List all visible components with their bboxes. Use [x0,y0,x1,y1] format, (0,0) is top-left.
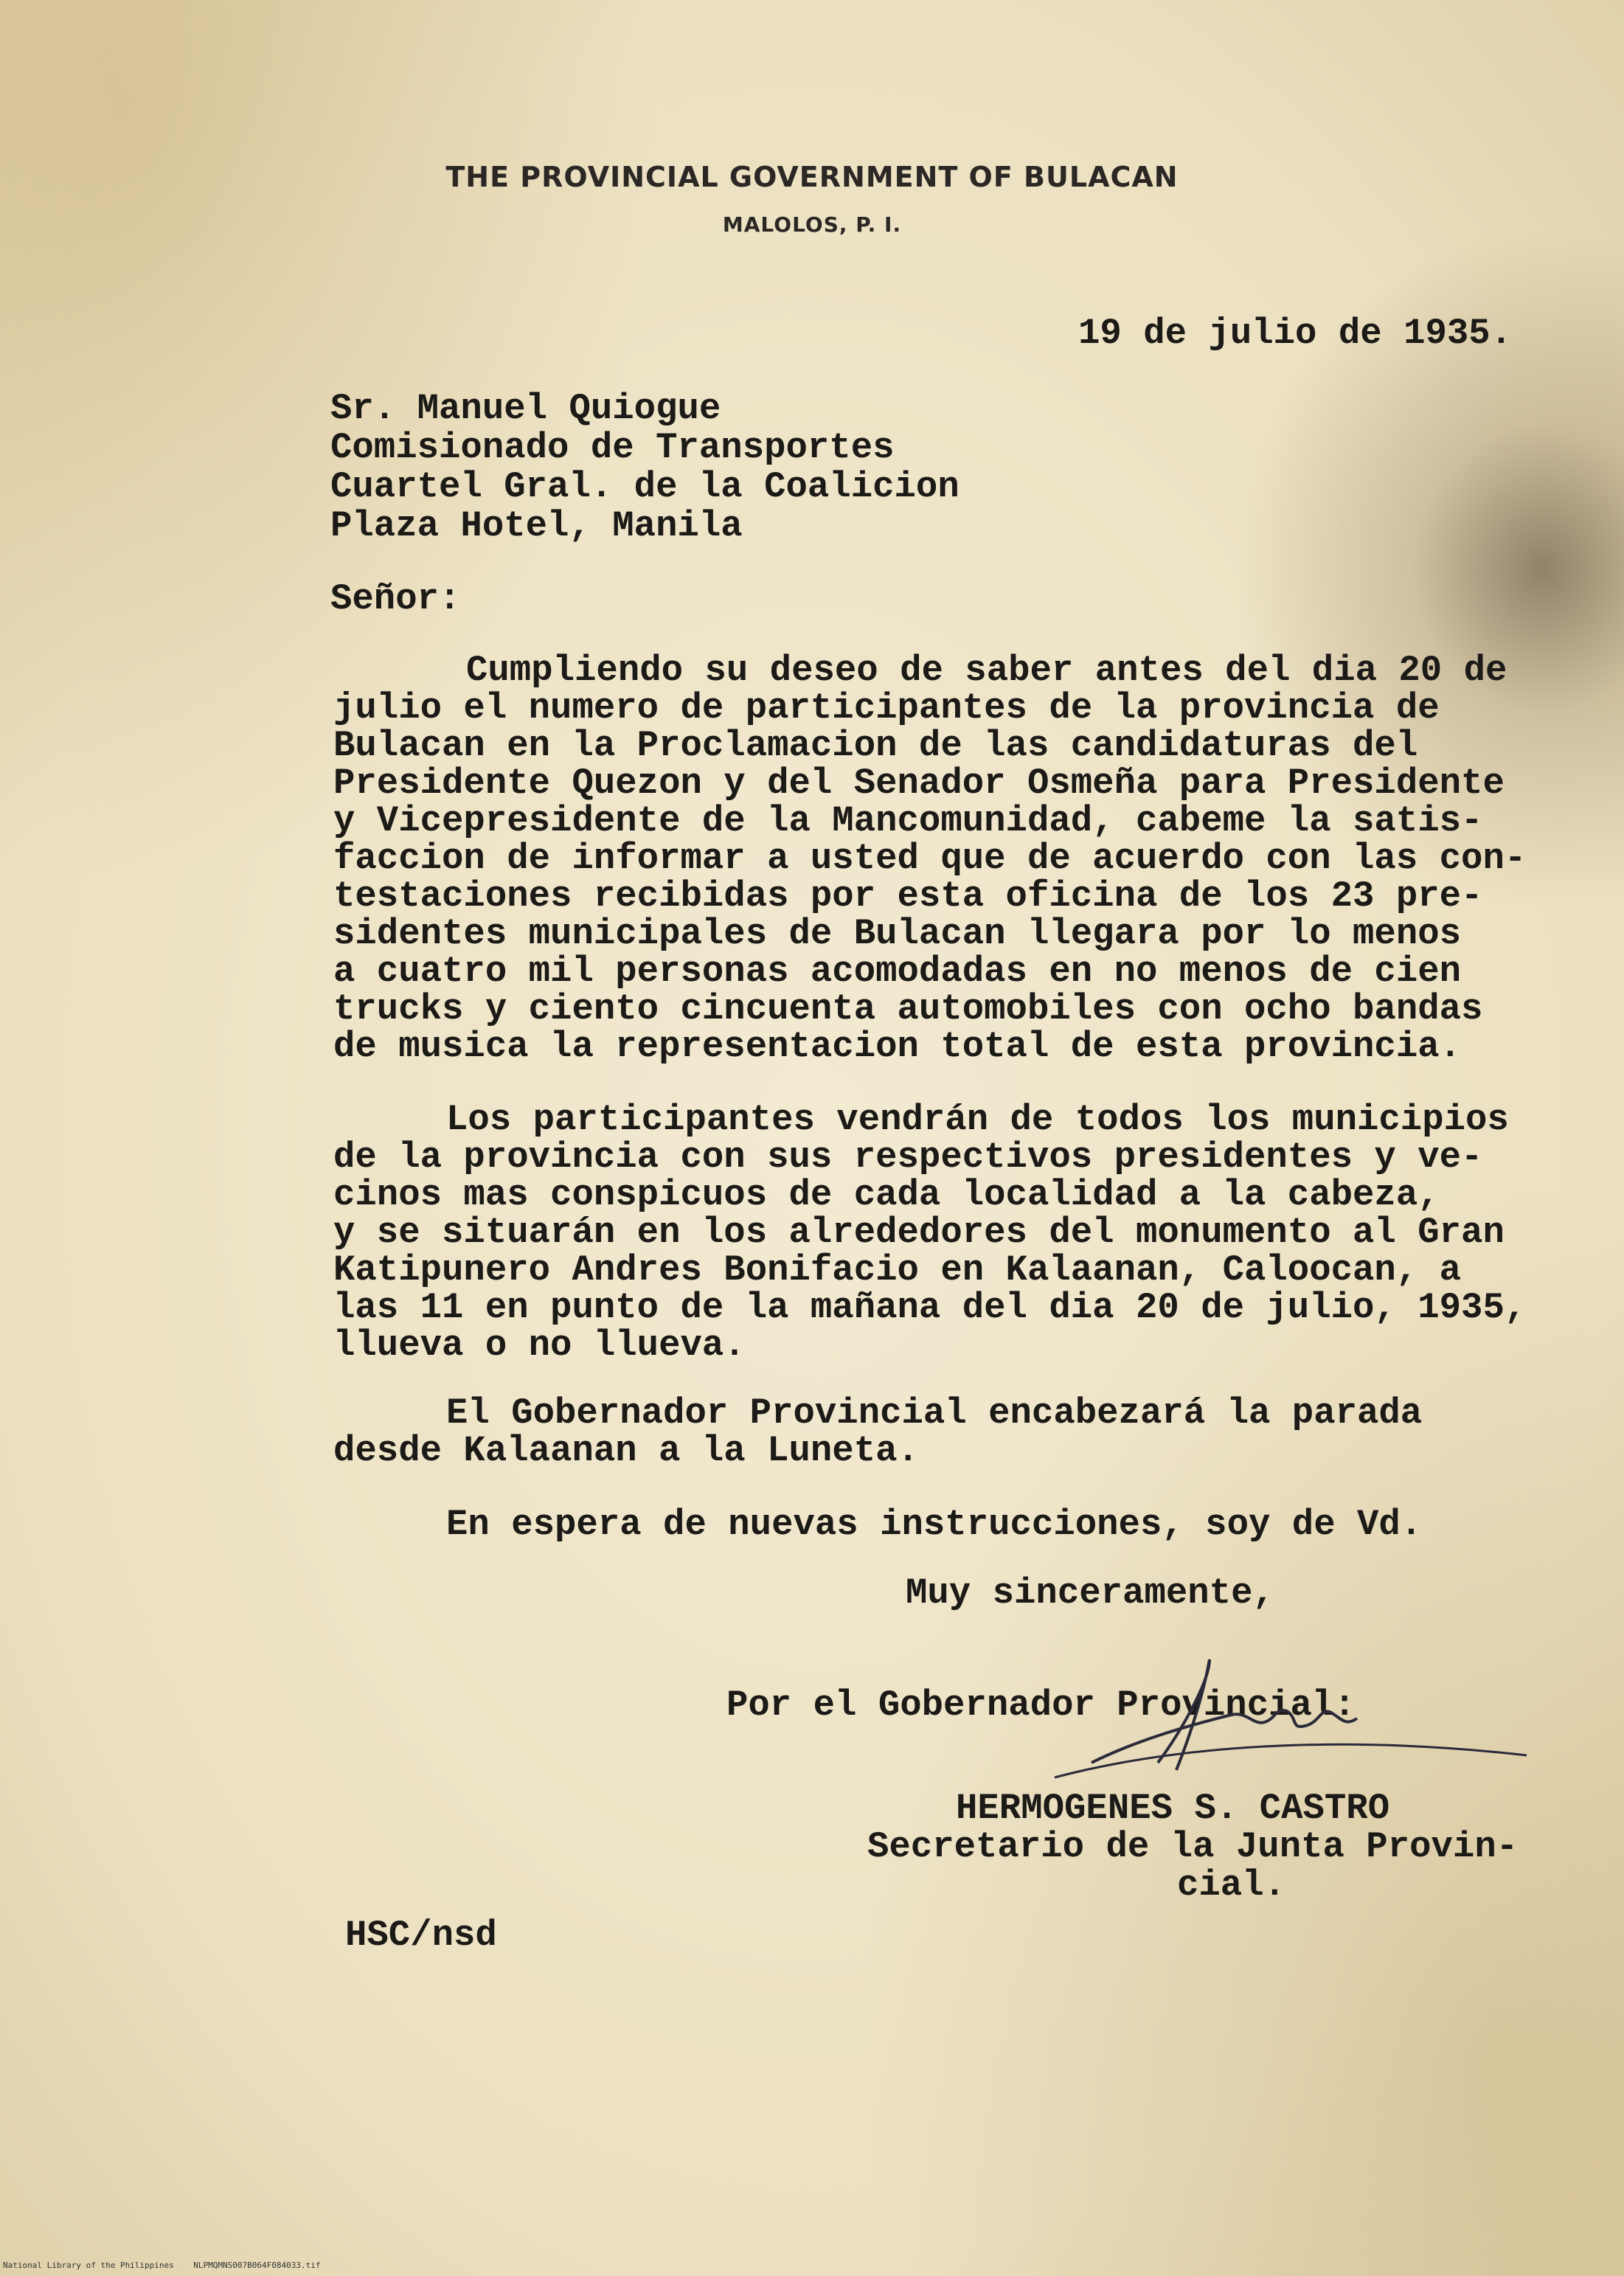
body-line: En espera de nuevas instrucciones, soy de Vd. [446,1504,1423,1545]
body-line: sidentes municipales de Bulacan llegara por lo menos [333,913,1462,954]
letterhead-title: THE PROVINCIAL GOVERNMENT OF BULACAN [445,161,1179,193]
handwritten-signature [1010,1652,1541,1785]
body-line: a cuatro mil personas acomodadas en no menos de cien [333,951,1462,992]
body-line: llueva o no llueva. [333,1325,746,1366]
body-line: Cumpliendo su deseo de saber antes del dia 20 de [466,650,1507,691]
body-line: de la provincia con sus respectivos presidentes y ve- [333,1137,1483,1178]
body-line: y se situarán en los alrededores del monumento al Gran [333,1212,1505,1253]
body-line: trucks y ciento cincuenta automobiles con ocho bandas [333,988,1483,1030]
body-line: faccion de informar a usted que de acuerdo con las con- [333,838,1527,879]
signer-title: Secretario de la Junta Provin- [867,1826,1519,1867]
typist-initials: HSC/nsd [345,1915,497,1956]
letterhead-place: MALOLOS, P. I. [722,212,902,237]
closing: Muy sinceramente, [906,1572,1274,1614]
body-line: cinos mas conspicuos de cada localidad a la cabeza, [333,1174,1440,1215]
body-line: de musica la representacion total de esta provincia. [333,1026,1462,1067]
body-line: y Vicepresidente de la Mancomunidad, cabeme la satis- [333,800,1483,842]
body-line: julio el numero de participantes de la provincia de [333,687,1440,729]
body-line: El Gobernador Provincial encabezará la parada [446,1392,1423,1434]
signer-name: HERMOGENES S. CASTRO [956,1788,1390,1829]
body-line: Bulacan en la Proclamacion de las candidaturas del [333,725,1418,766]
body-line: Katipunero Andres Bonifacio en Kalaanan, Caloocan, a [333,1249,1462,1291]
archive-footer: National Library of the Philippines NLPMQMNS007B064F084033.tif [3,2261,321,2270]
recipient-line: Cuartel Gral. de la Coalicion [330,466,960,507]
body-line: las 11 en punto de la mañana del dia 20 de julio, 1935, [333,1287,1527,1328]
letter-date: 19 de julio de 1935. [1078,313,1513,354]
body-line: desde Kalaanan a la Luneta. [333,1430,919,1471]
salutation: Señor: [330,578,461,620]
recipient-line: Sr. Manuel Quiogue [330,388,721,429]
recipient-line: Plaza Hotel, Manila [330,505,743,547]
recipient-line: Comisionado de Transportes [330,427,895,468]
body-line: Los participantes vendrán de todos los municipios [446,1099,1509,1140]
signer-title: cial. [1177,1864,1286,1906]
body-line: Presidente Quezon y del Senador Osmeña para Presidente [333,763,1505,804]
for-line: Por el Gobernador Provincial: [726,1685,1356,1726]
body-line: testaciones recibidas por esta oficina de los 23 pre- [333,875,1483,917]
